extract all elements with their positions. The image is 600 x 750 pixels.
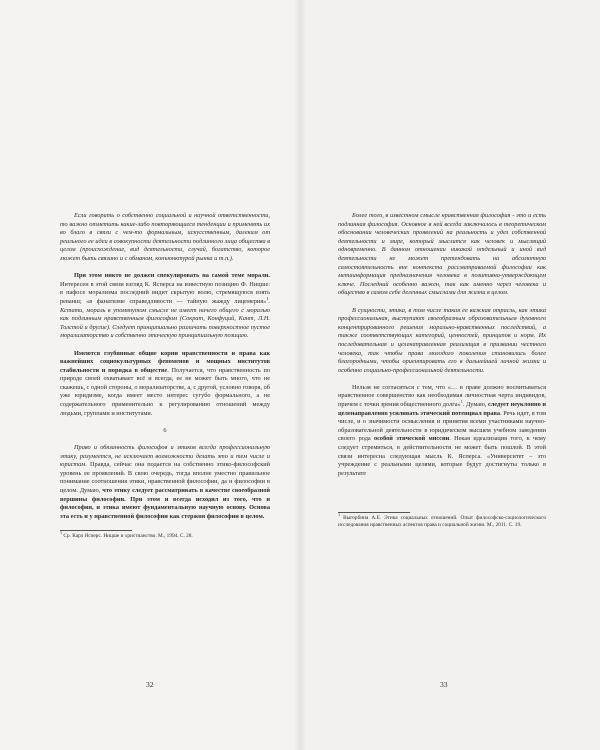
right-paragraph-3: Нельзя не согласиться с тем, что «… в праве должно воспитываться нравственное совершенство как необходимая личностная черта индивидов, причем с точки зрения общественного долга»$^1$. Думаю, следует неуклонно и целенаправленно усиливать этический потенциал права. Речь идет, в том числе, и о значимости осмысления и принятия всеми участниками научно-образовательной деятельности в юридическом высшем учебном заведении своего рода особой этической миссии. Некая идеализация того, к чему следует стремиться, в действительности не может быть пошлой. В этой связи интересна следующая мысль К. Ясперса. «Университет – это учреждение с реальными целями, которые будут достигнуты только в результате: [338, 383, 546, 477]
left-paragraph-4: Право и обязанность философов и этиков всегда профессиональную этику, разумеется, не исключает возможности делать это и тем числе и юристам. Правда, сейчас она подается на собственно этико-философский уровень ее проявлений. В свою очередь, тогда вполне уместно правильное понимание соотношения этики, нравственной философии, да и философии в целом. Думаю, что этику следует рассматривать в качестве своеобразной вершины философии. При этом и всегда исходил из того, что и философия, и этика имеют фундаментальную научную основу. Основа эта есть и у нравственной философии как стержня философии в целом.: [60, 444, 271, 520]
page-number-right: 33: [440, 680, 448, 689]
section-number: 6: [163, 426, 167, 434]
right-paragraph-1: Более того, в известном смысле нравственная философия - это и есть подлинная философия. Основное в ней всегда заключалось в теоретическом обосновании человеческих проявлений на реальность и удел собственной деятельности и мире, который мыслится как человек и мыслящий одновременно. В данном отношении никакой отдельный и иной вид деятельности не может претендовать на абсолютную самостоятельность вне контекста рассматриваемой философии как метаинформация предназначения человека в позитивно-утверждающем ключе. Последний особенно важен, так как именно через человека и общество в самом себе деленных смыслами для жизни в целом.: [338, 212, 546, 297]
book-gutter: [294, 0, 306, 750]
page-number-left: 32: [146, 680, 154, 689]
footnote-rule: [60, 530, 132, 531]
right-paragraph-2: В сущности, этика, в том числе такая ее важная отрасль, как этика профессиональная, выступают своеобразным образовательным духовного концентрированного решения морально-нравственных последствий, а также соответствующих категорий, ценностей, принципов и норм. Их последовательная и целенаправленная реализация в призвании честного человека, так чтобы права молодого поколения становились более благородными, чтобы ориентировать его в дальнейшей личной жизни и особенно социально-профессиональной деятельности.: [338, 306, 546, 374]
right-page: [300, 0, 600, 750]
right-page-body: [338, 212, 546, 478]
left-page-body: [60, 212, 270, 521]
left-paragraph-1: Если говорить о собственно социальной и научной ответственности, то важно отметить какие-либо повторяющиеся тенденции и применять их во благо в связи с чем-то формальным, искусственным, далеким от реального ее идеи в совокупности деятельности подлинного лица общества в целом (происхождение, вид деятельности, случай, богатство, которое может быть связано и с обманом, конъюнктурой рынка и т.п.).: [60, 212, 270, 262]
right-footnote: $^1$ Выгорбина А.Е. Этика социальных отношений. Опыт философско-социологического исследования нравственных аспектов права и социальной жизни. М., 2011. С. 19.: [338, 512, 546, 529]
left-paragraph-2: При этом никто не должен спекулировать на самой теме морали. Интересен в этой связи взгляд К. Ясперса на известную позицию Ф. Ницше: в пафосе морализма последний видит скрытую волю, стремящуюся взять реванш; «в фанатизме справедливости — тайную жажду лицемерия»$^1$. Кстати, мораль в упомянутом смысле не имеет ничего общего с моралью как подлинным нравственным философом (Сократ, Конфуций, Кант, Л.Н. Толстой и другие). Следует принципиально различать поверхностное пустое морализаторство и собственно этическую принципиальную позицию.: [60, 272, 270, 340]
left-paragraph-3: Имеются глубинные общие корни нравственности и права как важнейших социокультурных феноменов и мощных институтов стабильности и порядка в обществе. Получается, что нравственность по природе своей охватывает всё и всегда, ее не может быть много, что не скажешь, с одной стороны, о морализаторстве, а, с другой, условно говоря, об уже юридизме, когда имеет место интерес сугубо формального, а не содержательного применительно к регулированию отношений между людьми, группами и институтами.: [60, 349, 270, 417]
footnote-rule: [338, 512, 410, 513]
left-footnote: $^1$ Ср. Карл Ясперс. Ницше и христианство. М., 1994. С. 28.: [60, 530, 193, 539]
